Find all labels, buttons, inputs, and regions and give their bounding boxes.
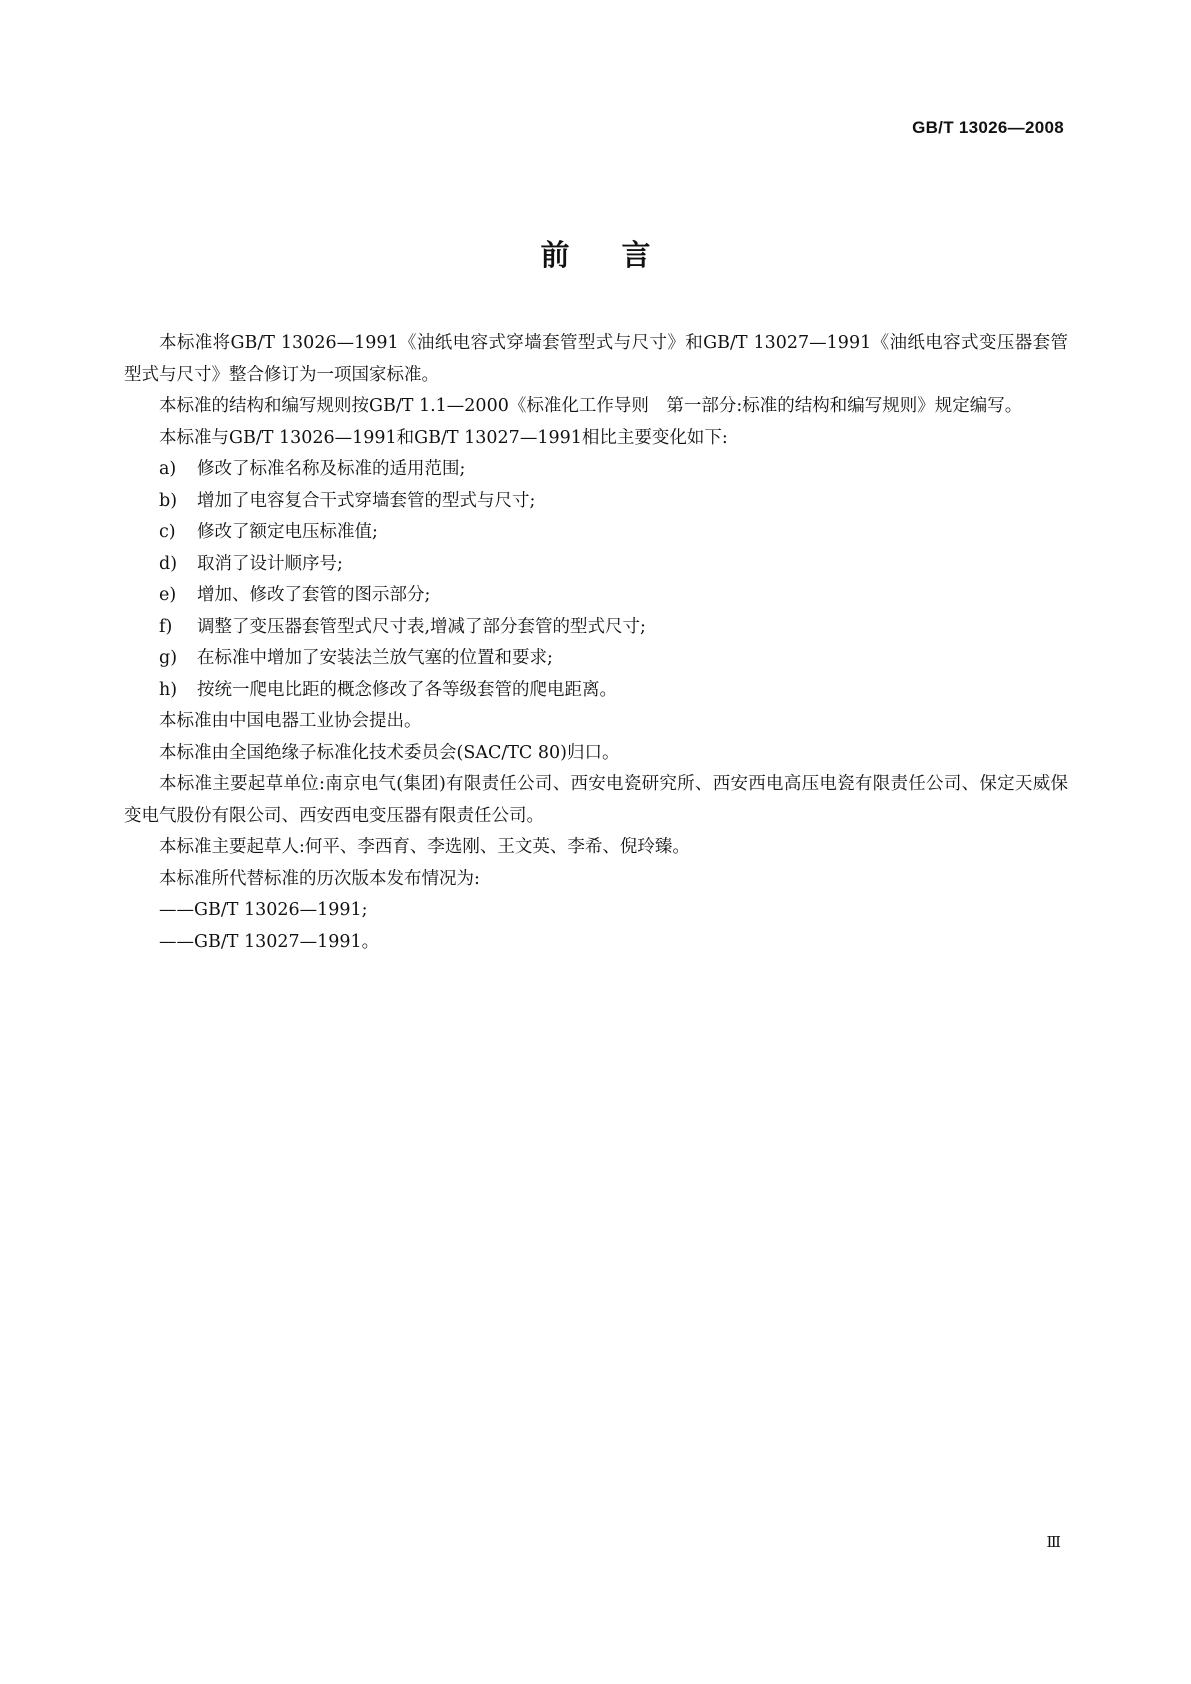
list-item xyxy=(124,580,1068,612)
list-item xyxy=(124,643,1068,675)
paragraph-drafters: 本标准主要起草人:何平、李西育、李选刚、王文英、李希、倪玲臻。 xyxy=(159,837,690,857)
list-item xyxy=(124,486,1068,518)
standard-code-header: GB/T 13026—2008 xyxy=(912,118,1064,137)
list-item-label: g) xyxy=(159,648,178,668)
list-item-text: 增加了电容复合干式穿墙套管的型式与尺寸; xyxy=(197,490,536,511)
replaced-version-item: ——GB/T 13027—1991。 xyxy=(159,931,380,952)
list-item-label: b) xyxy=(159,490,178,511)
page-title: 前言 xyxy=(540,238,703,272)
list-item-label: c) xyxy=(159,522,176,542)
foreword-content xyxy=(124,328,1068,958)
list-item xyxy=(124,675,1068,707)
list-item-label: f) xyxy=(159,616,173,637)
paragraph-proposer: 本标准由中国电器工业协会提出。 xyxy=(159,711,422,731)
list-item-text: 修改了标准名称及标准的适用范围; xyxy=(197,459,466,479)
list-item-label: d) xyxy=(159,553,178,574)
changes-list xyxy=(124,454,1068,706)
list-item-label: e) xyxy=(159,585,177,605)
paragraph-changes-intro: 本标准与GB/T 13026—1991和GB/T 13027—1991相比主要变化如下: xyxy=(159,427,728,448)
list-item-text: 在标准中增加了安装法兰放气塞的位置和要求; xyxy=(197,648,553,668)
list-item xyxy=(124,549,1068,581)
paragraph-replaced-versions-intro: 本标准所代替标准的历次版本发布情况为: xyxy=(159,868,480,889)
list-item-label: h) xyxy=(159,679,178,700)
paragraph-technical-committee: 本标准由全国绝缘子标准化技术委员会(SAC/TC 80)归口。 xyxy=(159,742,620,763)
list-item-text: 取消了设计顺序号; xyxy=(197,553,343,574)
list-item-label: a) xyxy=(159,459,177,479)
paragraph-structure-rules: 本标准的结构和编写规则按GB/T 1.1—2000《标准化工作导则 第一部分:标准的结构和编写规则》规定编写。 xyxy=(159,396,1023,416)
replaced-versions-list xyxy=(124,895,1068,958)
paragraph-drafting-units: 本标准主要起草单位:南京电气(集团)有限责任公司、西安电瓷研究所、西安西电高压电瓷有限责任公司、保定天威保变电气股份有限公司、西安西电变压器有限责任公司。 xyxy=(124,774,1068,826)
list-item xyxy=(124,517,1068,549)
paragraph-merge-statement: 本标准将GB/T 13026—1991《油纸电容式穿墙套管型式与尺寸》和GB/T 13027—1991《油纸电容式变压器套管型式与尺寸》整合修订为一项国家标准。 xyxy=(124,333,1068,385)
list-item-text: 按统一爬电比距的概念修改了各等级套管的爬电距离。 xyxy=(197,679,617,700)
page-number: Ⅲ xyxy=(1046,1533,1061,1551)
list-item-text: 增加、修改了套管的图示部分; xyxy=(197,585,431,605)
list-item xyxy=(124,612,1068,644)
replaced-version-item: ——GB/T 13026—1991; xyxy=(159,900,368,920)
list-item-text: 调整了变压器套管型式尺寸表,增减了部分套管的型式尺寸; xyxy=(197,616,646,637)
list-item-text: 修改了额定电压标准值; xyxy=(197,522,378,542)
list-item xyxy=(124,454,1068,486)
